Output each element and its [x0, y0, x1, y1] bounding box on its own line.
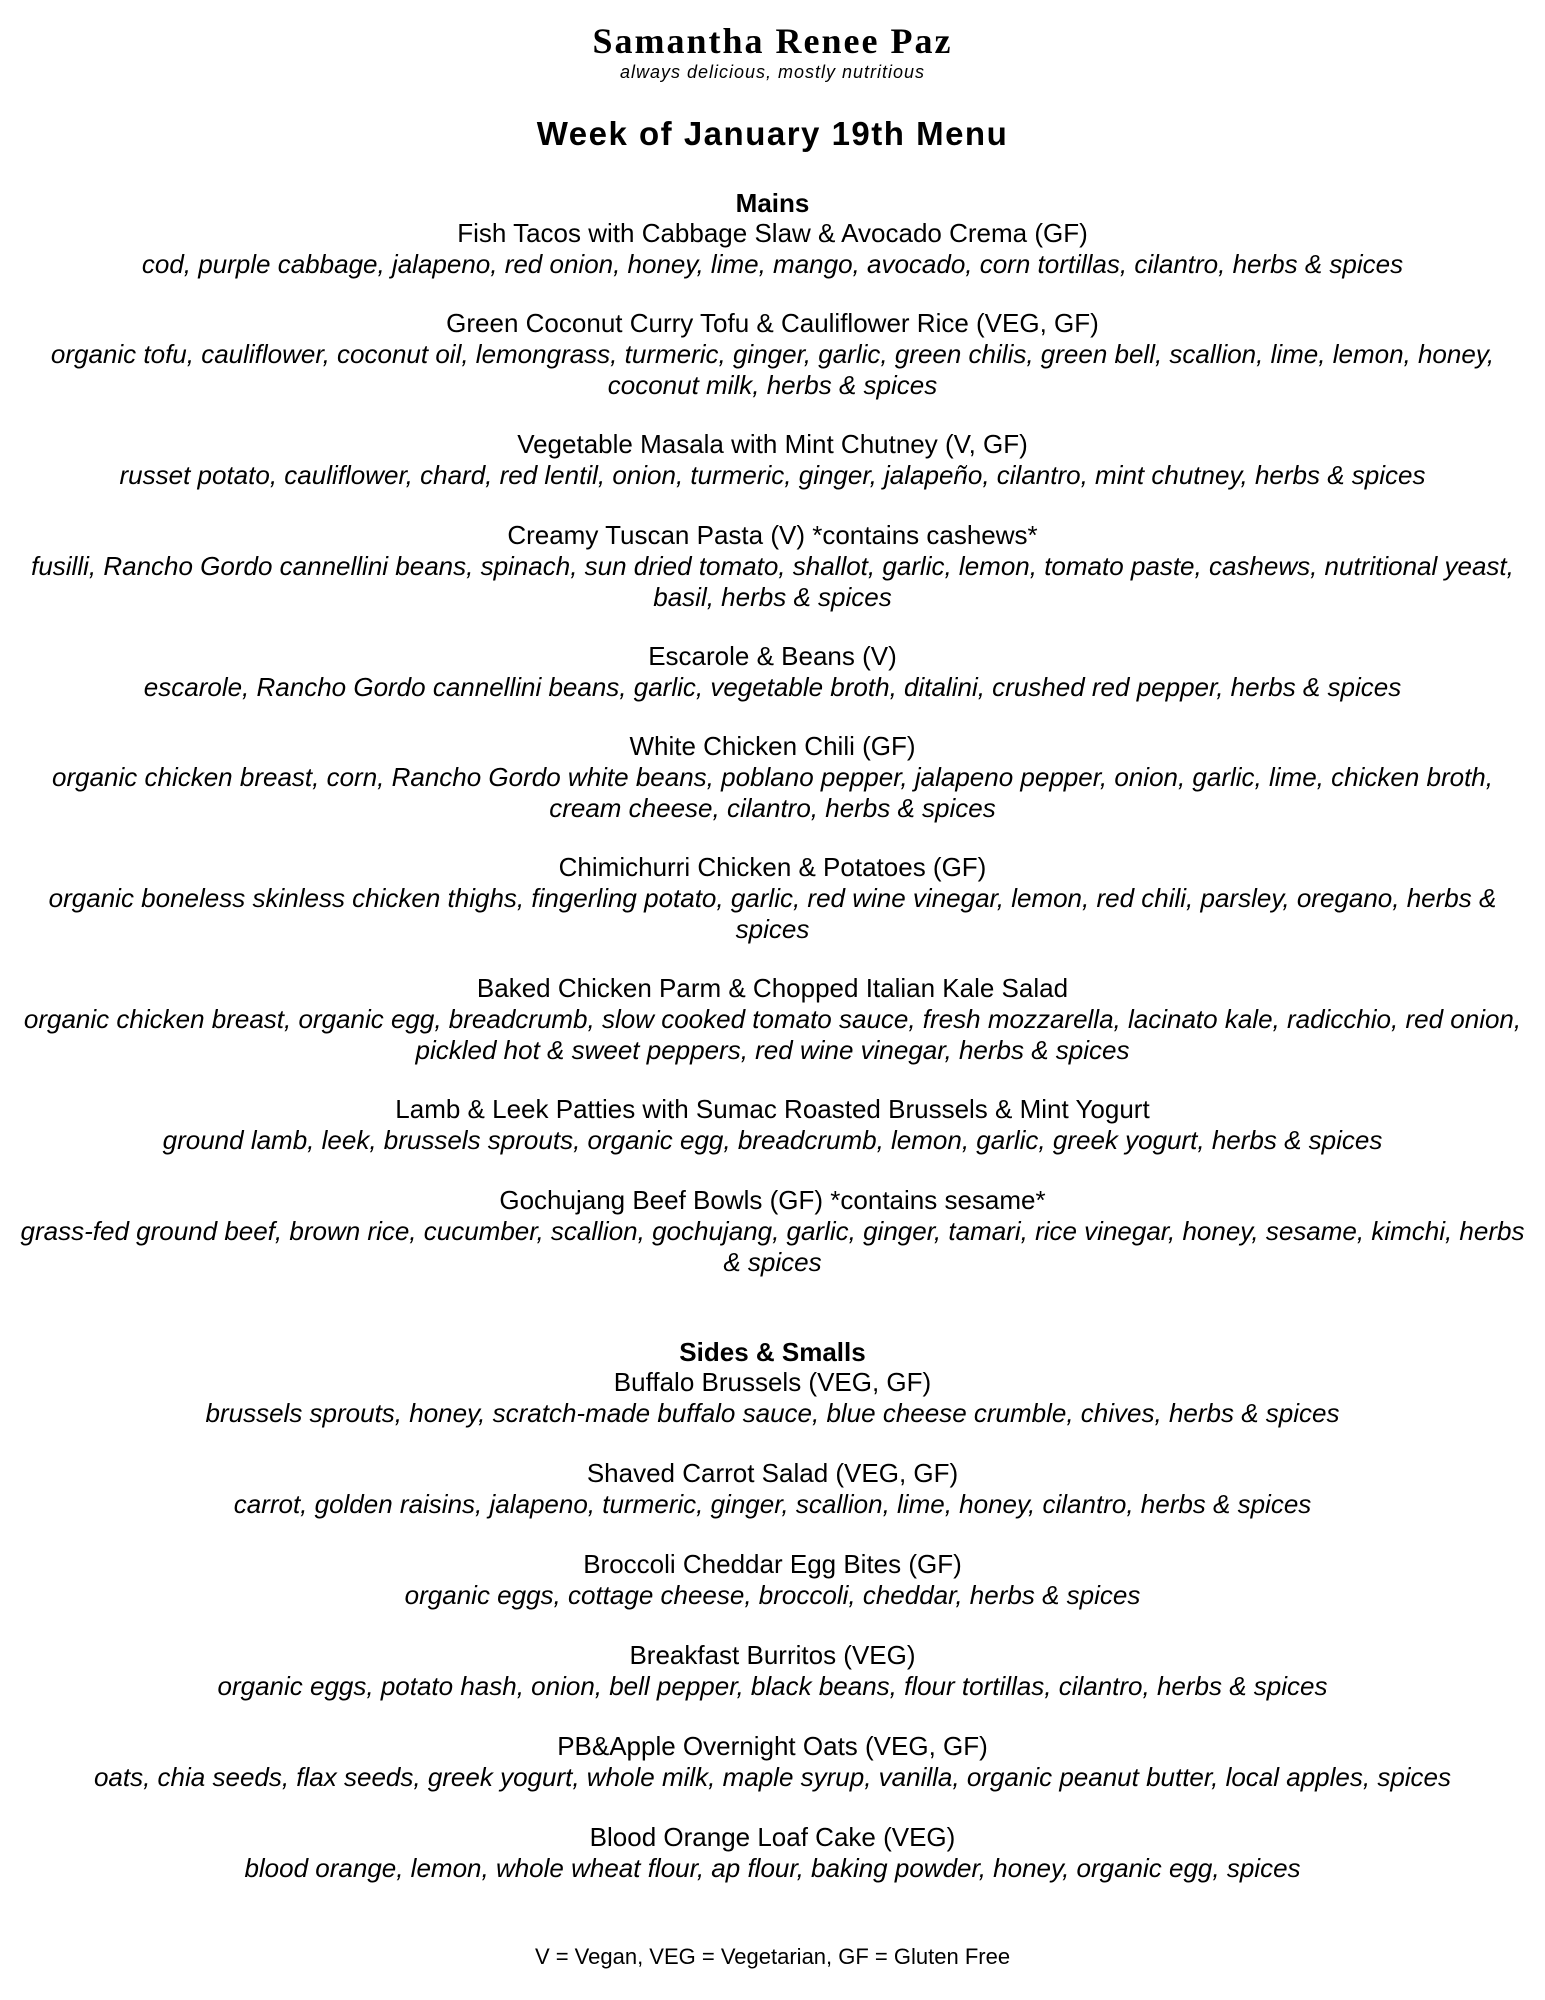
sides-heading: Sides & Smalls: [679, 1337, 866, 1367]
dish-ingredients: organic tofu, cauliflower, coconut oil, lemongrass, turmeric, ginger, garlic, green chilis, green bell, scallion, lime, lemon, honey, coconut milk, herbs & spices: [50, 339, 1495, 400]
dish-name: Buffalo Brussels (VEG, GF): [613, 1367, 932, 1397]
dish-ingredients: ground lamb, leek, brussels sprouts, organic egg, breadcrumb, lemon, garlic, greek yogurt, herbs & spices: [162, 1125, 1383, 1155]
dish-name: PB&Apple Overnight Oats (VEG, GF): [557, 1731, 988, 1761]
dish-name: Shaved Carrot Salad (VEG, GF): [586, 1458, 959, 1488]
menu-item: [20, 731, 1525, 824]
dish-ingredients: organic eggs, potato hash, onion, bell pepper, black beans, flour tortillas, cilantro, herbs & spices: [217, 1671, 1328, 1701]
dish-ingredients: organic chicken breast, organic egg, breadcrumb, slow cooked tomato sauce, fresh mozzarella, lacinato kale, radicchio, red onion, pickled hot & sweet peppers, red wine vinegar, herbs & spices: [23, 1004, 1522, 1065]
dish-ingredients: blood orange, lemon, whole wheat flour, ap flour, baking powder, honey, organic egg, spices: [244, 1853, 1301, 1883]
dish-ingredients: organic boneless skinless chicken thighs, fingerling potato, garlic, red wine vinegar, lemon, red chili, parsley, oregano, herbs & spices: [48, 883, 1497, 944]
dish-name: Blood Orange Loaf Cake (VEG): [589, 1822, 956, 1852]
menu-item: [20, 1458, 1525, 1520]
dish-name: Vegetable Masala with Mint Chutney (V, GF): [517, 429, 1028, 459]
menu-item: [20, 973, 1525, 1066]
dish-ingredients: grass-fed ground beef, brown rice, cucumber, scallion, gochujang, garlic, ginger, tamari, rice vinegar, honey, sesame, kimchi, herbs & spices: [20, 1216, 1525, 1277]
dish-name: Creamy Tuscan Pasta (V) *contains cashews*: [507, 520, 1038, 550]
dish-ingredients: cod, purple cabbage, jalapeno, red onion, honey, lime, mango, avocado, corn tortillas, cilantro, herbs & spices: [141, 249, 1404, 279]
dish-ingredients: organic eggs, cottage cheese, broccoli, cheddar, herbs & spices: [404, 1580, 1141, 1610]
dish-name: Chimichurri Chicken & Potatoes (GF): [558, 852, 987, 882]
dish-name: Broccoli Cheddar Egg Bites (GF): [583, 1549, 962, 1579]
menu-item: [20, 218, 1525, 280]
tagline: always delicious, mostly nutritious: [619, 62, 926, 82]
dish-name: White Chicken Chili (GF): [629, 731, 916, 761]
menu-item: [20, 429, 1525, 491]
menu-item: [20, 852, 1525, 945]
dish-name: Breakfast Burritos (VEG): [629, 1640, 916, 1670]
dish-name: Escarole & Beans (V): [648, 641, 897, 671]
mains-heading: Mains: [735, 188, 810, 218]
dish-name: Fish Tacos with Cabbage Slaw & Avocado Crema (GF): [457, 218, 1088, 248]
menu-item: [20, 520, 1525, 613]
menu-item: [20, 1185, 1525, 1278]
dish-ingredients: brussels sprouts, honey, scratch-made buffalo sauce, blue cheese crumble, chives, herbs & spices: [205, 1398, 1340, 1428]
brand-name: Samantha Renee Paz: [592, 21, 953, 61]
dish-ingredients: russet potato, cauliflower, chard, red lentil, onion, turmeric, ginger, jalapeño, cilantro, mint chutney, herbs & spices: [119, 460, 1426, 490]
dish-name: Baked Chicken Parm & Chopped Italian Kale Salad: [476, 973, 1069, 1003]
menu-item: [20, 1731, 1525, 1793]
menu-item: [20, 1822, 1525, 1884]
dish-name: Green Coconut Curry Tofu & Cauliflower Rice (VEG, GF): [446, 308, 1099, 338]
menu-item: [20, 308, 1525, 401]
menu-item: [20, 1094, 1525, 1156]
dish-ingredients: fusilli, Rancho Gordo cannellini beans, spinach, sun dried tomato, shallot, garlic, lemon, tomato paste, cashews, nutritional yeast, basil, herbs & spices: [31, 551, 1514, 612]
page-title: Week of January 19th Menu: [536, 115, 1009, 152]
dish-ingredients: carrot, golden raisins, jalapeno, turmeric, ginger, scallion, lime, honey, cilantro, herbs & spices: [233, 1489, 1312, 1519]
dish-ingredients: oats, chia seeds, flax seeds, greek yogurt, whole milk, maple syrup, vanilla, organic peanut butter, local apples, spices: [93, 1762, 1452, 1792]
dish-ingredients: escarole, Rancho Gordo cannellini beans, garlic, vegetable broth, ditalini, crushed red pepper, herbs & spices: [143, 672, 1402, 702]
menu-item: [20, 1640, 1525, 1702]
dish-name: Gochujang Beef Bowls (GF) *contains sesame*: [499, 1185, 1046, 1215]
menu-item: [20, 641, 1525, 703]
dish-name: Lamb & Leek Patties with Sumac Roasted Brussels & Mint Yogurt: [395, 1094, 1150, 1124]
dish-ingredients: organic chicken breast, corn, Rancho Gordo white beans, poblano pepper, jalapeno pepper, onion, garlic, lime, chicken broth, cream cheese, cilantro, herbs & spices: [51, 762, 1493, 823]
menu-item: [20, 1367, 1525, 1429]
menu-item: [20, 1549, 1525, 1611]
dietary-legend: V = Vegan, VEG = Vegetarian, GF = Gluten Free: [534, 1944, 1011, 1969]
